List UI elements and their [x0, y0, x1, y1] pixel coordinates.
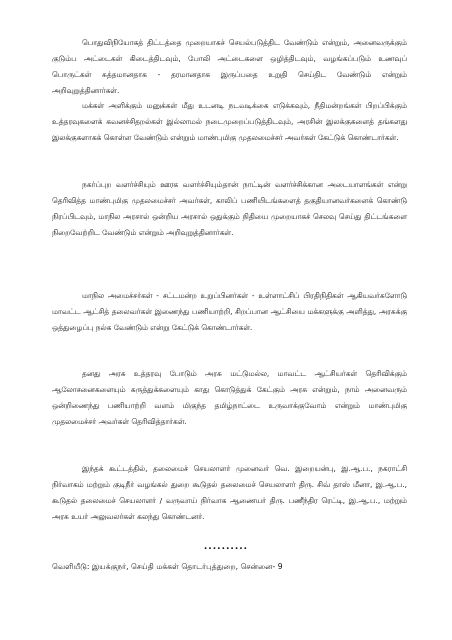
release-footer: வெளியீடு: இயக்குநர், செய்தி மக்கள் தொடர்புத்துறை, சென்னை- 9 [52, 562, 283, 571]
paragraph-petitions: மக்கள் அளிக்கும் மனுக்கள் மீது உடனடி நடவடிக்கை எடுக்கவும், நீதிமன்றங்கள் பிறப்பிக்கும் உத்தரவுகளைக் கவனச்சிதறல்கள் இல்லாமல் நடைமுறைப்படுத்திடவும், அரசின் இலக்குகளைத் தங்களது இலக்குகளாகக் கொள்ள வேண்டும் என்றும் மாண்புமிகு முதலமைச்சர் அவர்கள் கேட்டுக் கொண்டார்கள். [52, 101, 407, 142]
paragraph-public-distribution: பொதுவிநியோகத் திட்டத்தை முறையாகச் செயல்படுத்திட வேண்டும் என்றும், அனைவருக்கும் குடும்ப அட்டைகள் கிடைத்திடவும், போலி அட்டைகளை ஒழித்திடவும், வழங்கப்படும் உணவுப் பொருட்கள் சுத்தமானதாக - தரமானதாக இருப்பதை உறுதி செய்திட வேண்டும் என்றும் அறிவுறுத்தினார்கள். [52, 38, 407, 95]
paragraph-attendees: இந்தக் கூட்டத்தில், தலைமைச் செயலாளர் முனைவர் வெ. இறையன்பு, இ.ஆ.ப., நகராட்சி நிர்வாகம் மற்றும் குடிநீர் வழங்கல் துறை கூடுதல் தலைமைச் செயலாளர் திரு. சிவ் தாஸ் மீனா, இ.ஆ.ப., கூடுதல் தலைமைச் செயலாளர் / வருவாய் நிர்வாக ஆணையர் திரு. பணீந்திர ரெட்டி, இ.ஆ.ப., மற்றும் அரசு உயர் அலுவலர்கள் கலந்து கொண்டனர். [52, 464, 407, 521]
paragraph-government-listens: தனது அரசு உத்தரவு போடும் அரசு மட்டுமல்ல, மாவட்ட ஆட்சியர்கள் தெரிவிக்கும் ஆலோசனைகளையும் கருத்துக்களையும் காது கொடுத்துக் கேட்கும் அரசு என்றும், நாம் அனைவரும் ஒன்றிணைந்து பணியாற்றி வளம் மிகுந்த தமிழ்நாட்டை உருவாக்குவோம் என்றும் மாண்புமிகு முதலமைச்சர் அவர்கள் தெரிவித்தார்கள். [52, 369, 407, 426]
paragraph-collectors-cooperation: மாநில அமைச்சர்கள் - சட்டமன்ற உறுப்பினர்கள் - உள்ளாட்சிப் பிரதிநிதிகள் ஆகியவர்களோடு மாவட்ட ஆட்சித் தலைவர்கள் இணைந்து பணியாற்றி, சிறப்பான ஆட்சியை மக்களுக்கு அளித்து, அரசுக்கு ஒத்துழைப்பு நல்க வேண்டும் என்று கேட்டுக் கொண்டார்கள். [52, 291, 407, 332]
paragraph-urban-rural-growth: நகர்ப்புற வளர்ச்சியும் ஊரக வளர்ச்சியும்தான் நாட்டின் வளர்ச்சிக்கான அடையாளங்கள் என்று தெரிவித்த மாண்புமிகு முதலமைச்சர் அவர்கள், காலிப் பணியிடங்களைத் தகுதியானவர்களைக் கொண்டு நிரப்பிடவும், மாநில அரசால் ஒன்றிய அரசால் ஒதுக்கும் நிதியை முறையாகச் செலவு செய்து திட்டங்களை நிறைவேற்றிட வேண்டும் என்றும் அறிவுறுத்தினார்கள். [52, 180, 407, 237]
separator-dots: .......... [203, 542, 249, 552]
